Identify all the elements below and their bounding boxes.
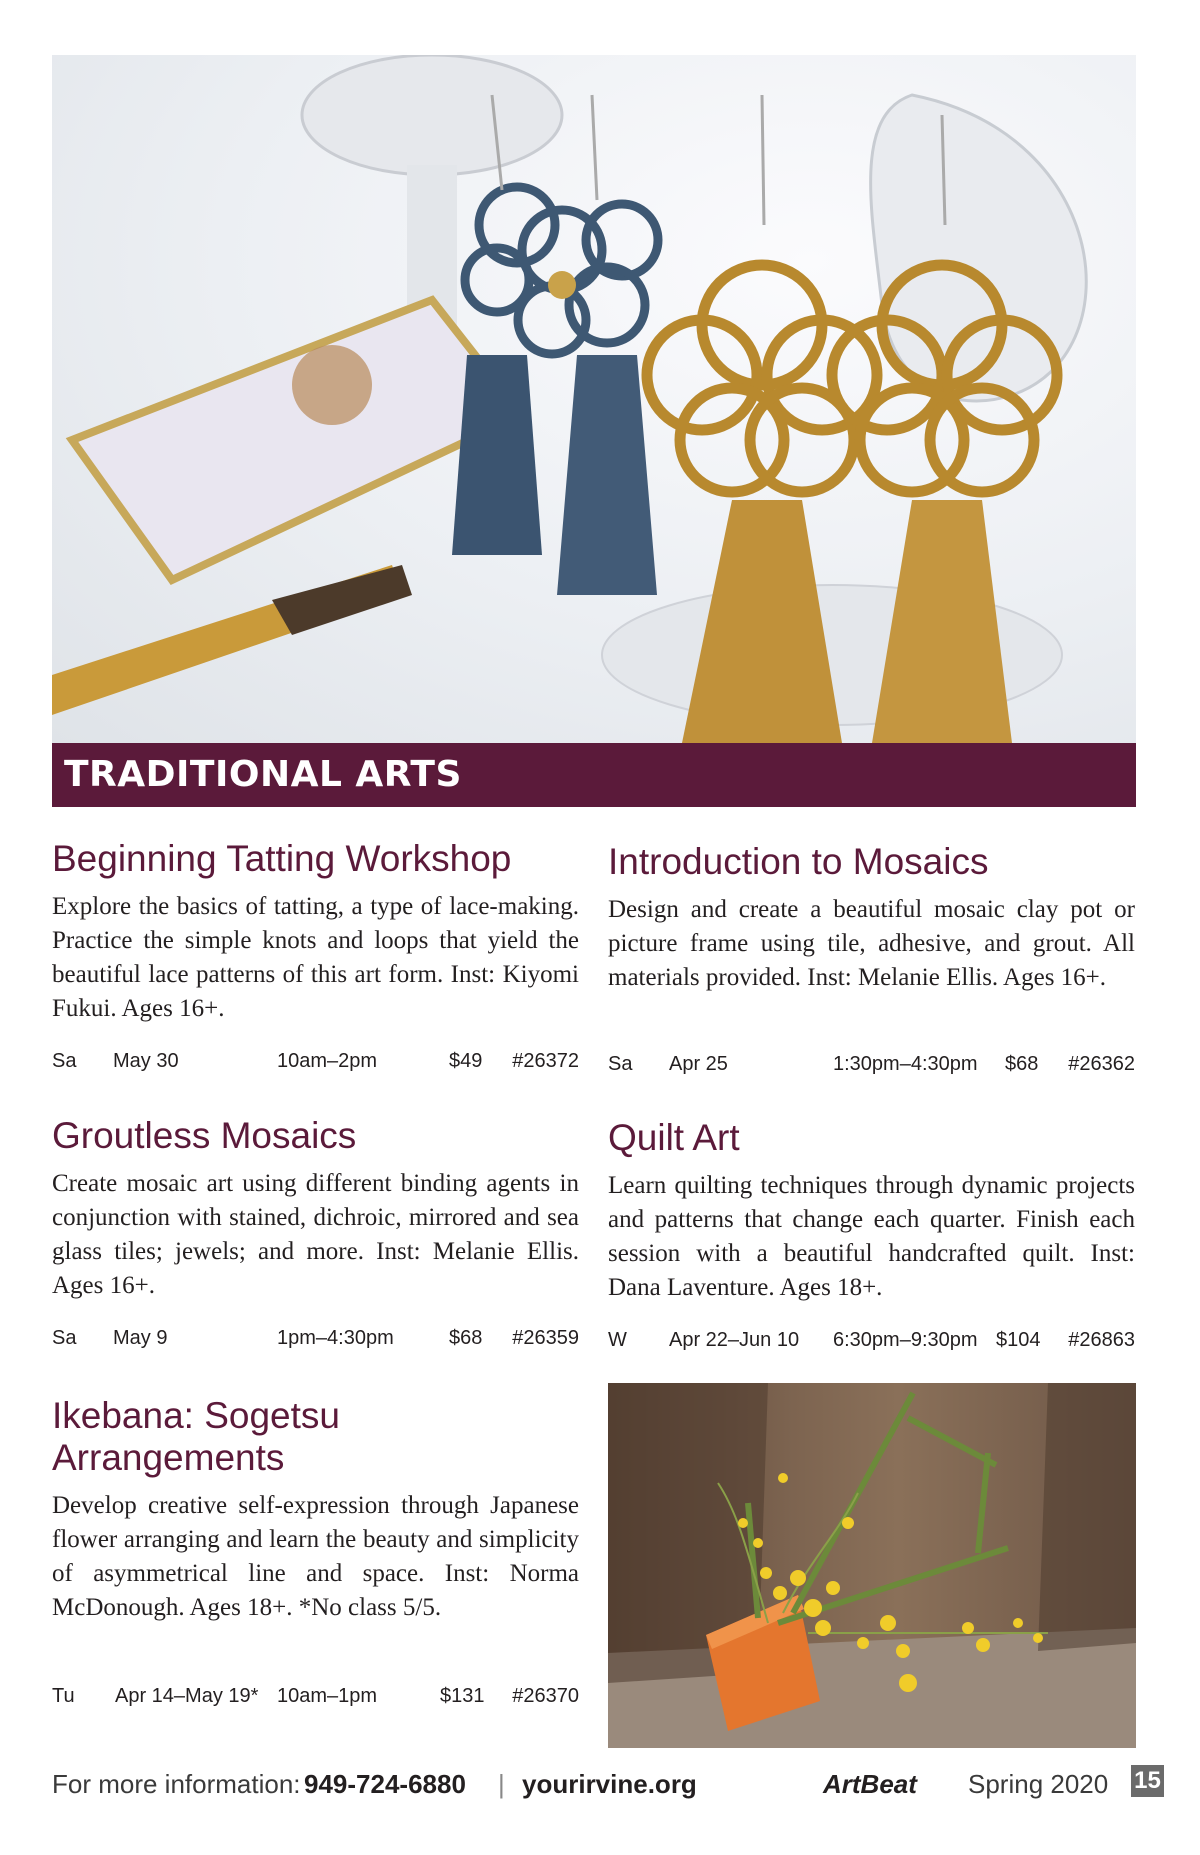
course-title: Beginning Tatting Workshop: [52, 838, 512, 879]
course-price: $68: [449, 1327, 483, 1349]
course-time: 1:30pm–4:30pm: [833, 1053, 978, 1075]
course-groutless-mosaics: [52, 1115, 579, 1349]
course-price: $49: [449, 1050, 483, 1072]
course-title: Quilt Art: [608, 1117, 740, 1158]
footer-separator: |: [498, 1769, 505, 1799]
course-schedule: [52, 1327, 579, 1357]
course-description: Learn quilting techniques through dynamic projects and patterns that change each quarter. Finish each session with a beautiful handcrafted quilt. Inst: Dana Laventure. Ages 18+.: [608, 1172, 1135, 1301]
course-day: Sa: [52, 1050, 77, 1072]
course-date: Apr 22–Jun 10: [669, 1329, 800, 1351]
course-description: Create mosaic art using different binding agents in conjunction with stained, dichroic, mirrored and sea glass tiles; jewels; and more. Inst: Melanie Ellis. Ages 16+.: [52, 1170, 579, 1299]
course-time: 10am–2pm: [277, 1050, 378, 1072]
course-date: May 30: [113, 1050, 179, 1072]
course-number: #26863: [1068, 1329, 1135, 1351]
course-date: Apr 14–May 19*: [115, 1685, 259, 1707]
course-description: Design and create a beautiful mosaic clay pot or picture frame using tile, adhesive, and grout. All materials provided. Inst: Melanie Ellis. Ages 16+.: [608, 896, 1135, 991]
course-title: Introduction to Mosaics: [608, 841, 989, 882]
course-introduction-to-mosaics: [608, 841, 1135, 1075]
course-title: Groutless Mosaics: [52, 1115, 357, 1156]
course-number: #26362: [1068, 1053, 1135, 1075]
footer-phone: 949-724-6880: [304, 1769, 466, 1799]
page-number: 15: [1134, 1767, 1161, 1794]
course-number: #26359: [512, 1327, 579, 1349]
course-number: #26370: [512, 1685, 579, 1707]
course-description: Develop creative self-expression through Japanese flower arranging and learn the beauty and simplicity of asymmetrical line and space. Inst: Norma McDonough. Ages 18+. *No class 5/5.: [52, 1492, 579, 1621]
course-price: $104: [996, 1329, 1041, 1351]
course-description: Explore the basics of tatting, a type of lace-making. Practice the simple knots and loops that yield the beautiful lace patterns of this art form. Inst: Kiyomi Fukui. Ages 16+.: [52, 893, 579, 1022]
course-schedule: [608, 1329, 1135, 1359]
course-date: May 9: [113, 1327, 168, 1349]
course-day: W: [608, 1329, 627, 1351]
course-beginning-tatting: [52, 838, 579, 1072]
course-schedule: [52, 1685, 579, 1715]
course-date: Apr 25: [669, 1053, 728, 1075]
course-price: $131: [440, 1685, 485, 1707]
footer-website-link[interactable]: yourirvine.org: [522, 1769, 697, 1799]
section-title-bar: [52, 743, 1136, 807]
hero-photo-tatted-earrings: [52, 55, 1136, 743]
course-schedule: [608, 1053, 1135, 1083]
course-title: Ikebana: Sogetsu Arrangements: [52, 1395, 340, 1478]
course-day: Sa: [52, 1327, 77, 1349]
page-number-badge: [1131, 1765, 1164, 1797]
course-day: Sa: [608, 1053, 633, 1075]
footer-publication: ArtBeat: [823, 1769, 917, 1799]
footer-season: Spring 2020: [968, 1769, 1109, 1799]
course-number: #26372: [512, 1050, 579, 1072]
footer-info-label: For more information:: [52, 1769, 301, 1799]
course-day: Tu: [52, 1685, 75, 1707]
course-time: 1pm–4:30pm: [277, 1327, 394, 1349]
course-price: $68: [1005, 1053, 1039, 1075]
ikebana-arrangement-photo: [608, 1383, 1136, 1748]
section-title: TRADITIONAL ARTS: [64, 754, 462, 795]
course-quilt-art: [608, 1117, 1135, 1351]
course-schedule: [52, 1050, 579, 1080]
course-ikebana-sogetsu: [52, 1395, 579, 1707]
page-footer: [52, 1765, 1162, 1805]
course-time: 6:30pm–9:30pm: [833, 1329, 978, 1351]
course-time: 10am–1pm: [277, 1685, 378, 1707]
